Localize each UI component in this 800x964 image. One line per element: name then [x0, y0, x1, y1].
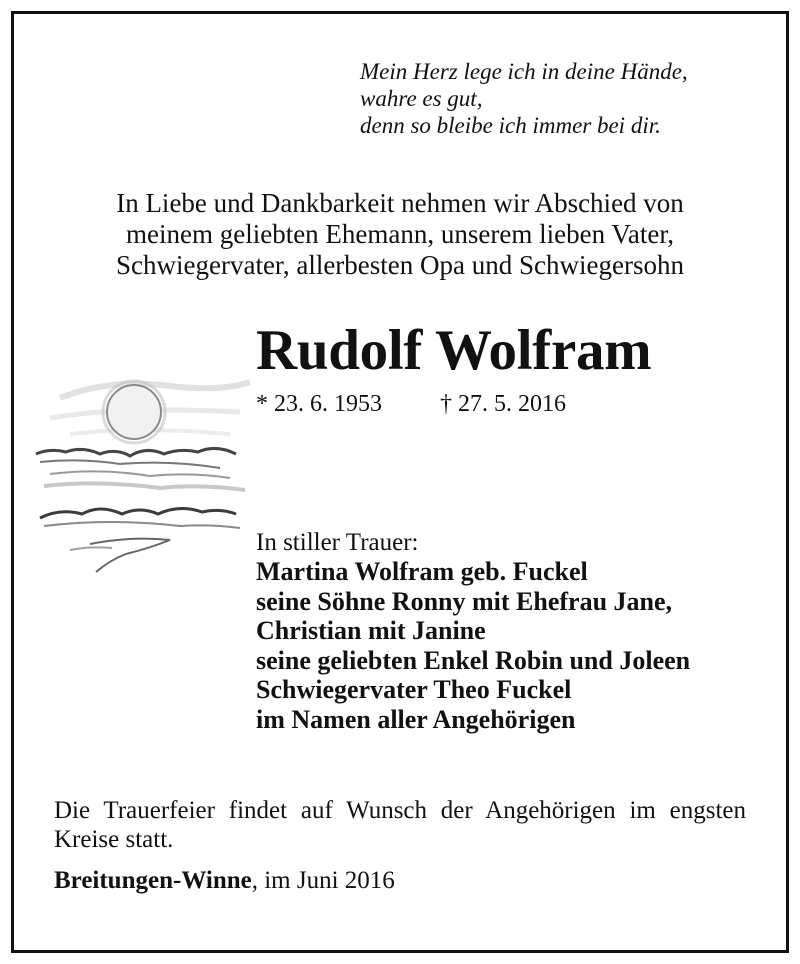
motto-line: denn so bleibe ich immer bei dir.: [360, 113, 661, 138]
mourner-line: seine geliebten Enkel Robin und Joleen: [256, 645, 691, 675]
death-date: † 27. 5. 2016: [440, 391, 566, 417]
mourners-lead: In stiller Trauer:: [256, 529, 419, 556]
motto-line: wahre es gut,: [360, 86, 483, 111]
mourner-line: Martina Wolfram geb. Fuckel: [256, 557, 588, 586]
intro-line: meinem geliebten Ehemann, unserem lieben Vater,: [126, 219, 674, 249]
mourner-line: Schwiegervater Theo Fuckel: [256, 675, 572, 704]
mourners-block: [256, 528, 690, 734]
birth-date: * 23. 6. 1953: [256, 391, 382, 417]
mourners-list: [256, 557, 690, 734]
deceased-name: Rudolf Wolfram: [256, 319, 652, 382]
intro-line: In Liebe und Dankbarkeit nehmen wir Abschied von: [116, 188, 684, 218]
issue-date: , im Juni 2016: [251, 867, 395, 894]
funeral-notice: Die Trauerfeier findet auf Wunsch der Angehörigen im engsten Kreise statt.: [54, 797, 746, 853]
moon-over-water-sketch-icon: [30, 368, 260, 583]
life-dates: [256, 390, 566, 418]
mourner-line: im Namen aller Angehörigen: [256, 704, 576, 734]
place-name: Breitungen-Winne: [54, 867, 252, 894]
intro-line: Schwiegervater, allerbesten Opa und Schwiegersohn: [116, 250, 684, 280]
mourner-line: seine Söhne Ronny mit Ehefrau Jane,: [256, 586, 673, 616]
mourner-line: Christian mit Janine: [256, 616, 486, 645]
motto-verse: [360, 58, 760, 139]
intro-text: [40, 188, 760, 281]
motto-line: Mein Herz lege ich in deine Hände,: [360, 59, 688, 84]
place-date-line: [54, 866, 395, 895]
